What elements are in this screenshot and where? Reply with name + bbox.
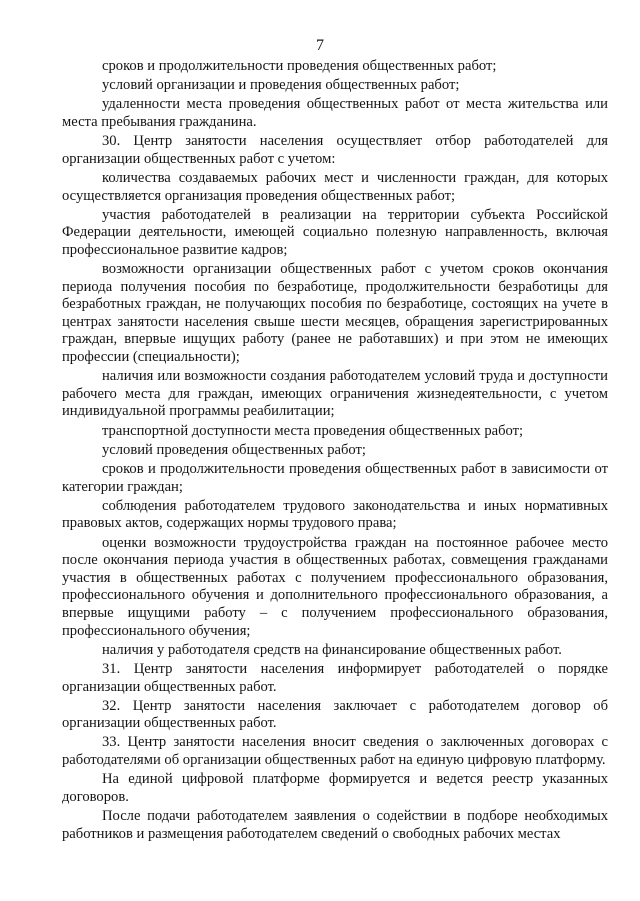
- paragraph: На единой цифровой платформе формируется и ведется реестр указанных договоров.: [62, 771, 608, 805]
- paragraph: возможности организации общественных работ с учетом сроков окончания периода получения пособия по безработице, продолжительности безработицы для безработных граждан, не получающих пособия по безработице, состоящих на учете в центрах занятости населения свыше шести месяцев, обращения зарегистрированных граждан, впервые ищущих работу (ранее не работавших) и при этом не имеющих профессии (специальности);: [62, 261, 608, 366]
- paragraph: 33. Центр занятости населения вносит сведения о заключенных договорах с работодателями об организации общественных работ на единую цифровую платформу.: [62, 734, 608, 769]
- paragraph: соблюдения работодателем трудового законодательства и иных нормативных правовых актов, содержащих нормы трудового права;: [62, 497, 608, 532]
- paragraph: сроков и продолжительности проведения общественных работ в зависимости от категории граждан;: [62, 461, 608, 495]
- paragraph: наличия у работодателя средств на финансирование общественных работ.: [102, 641, 562, 658]
- paragraph: 30. Центр занятости населения осуществляет отбор работодателей для организации общественных работ с учетом:: [62, 133, 608, 167]
- page-number: 7: [316, 37, 324, 54]
- paragraph: количества создаваемых рабочих мест и численности граждан, для которых осуществляется организация проведения общественных работ;: [62, 169, 608, 204]
- paragraph: условий проведения общественных работ;: [102, 441, 366, 458]
- paragraph: сроков и продолжительности проведения общественных работ;: [102, 58, 497, 74]
- paragraph: 32. Центр занятости населения заключает с работодателем договор об организации общественных работ.: [62, 697, 608, 732]
- document-body: [62, 58, 608, 843]
- paragraph: удаленности места проведения общественных работ от места жительства или места пребывания гражданина.: [62, 96, 608, 130]
- paragraph: условий организации и проведения общественных работ;: [102, 77, 460, 94]
- paragraph: участия работодателей в реализации на территории субъекта Российской Федерации деятельности, имеющей социально полезную направленность, включая профессиональное развитие кадров;: [62, 206, 608, 258]
- paragraph: 31. Центр занятости населения информирует работодателей о порядке организации общественных работ.: [62, 660, 608, 695]
- paragraph: оценки возможности трудоустройства граждан на постоянное рабочее место после окончания периода участия в общественных работах, совмещения гражданами участия в общественных работах с получением профессионального образования, профессионального обучения и дополнительного профессионального образования, а впервые ищущими работу – с получением профессионального образования, профессионального обучения;: [62, 534, 608, 639]
- paragraph: наличия или возможности создания работодателем условий труда и доступности рабочего места для граждан, имеющих ограничения жизнедеятельности, с учетом индивидуальной программы реабилитации;: [62, 368, 608, 420]
- paragraph: транспортной доступности места проведения общественных работ;: [102, 422, 524, 439]
- paragraph: После подачи работодателем заявления о содействии в подборе необходимых работников и размещения работодателем сведений о свободных рабочих местах: [62, 808, 608, 842]
